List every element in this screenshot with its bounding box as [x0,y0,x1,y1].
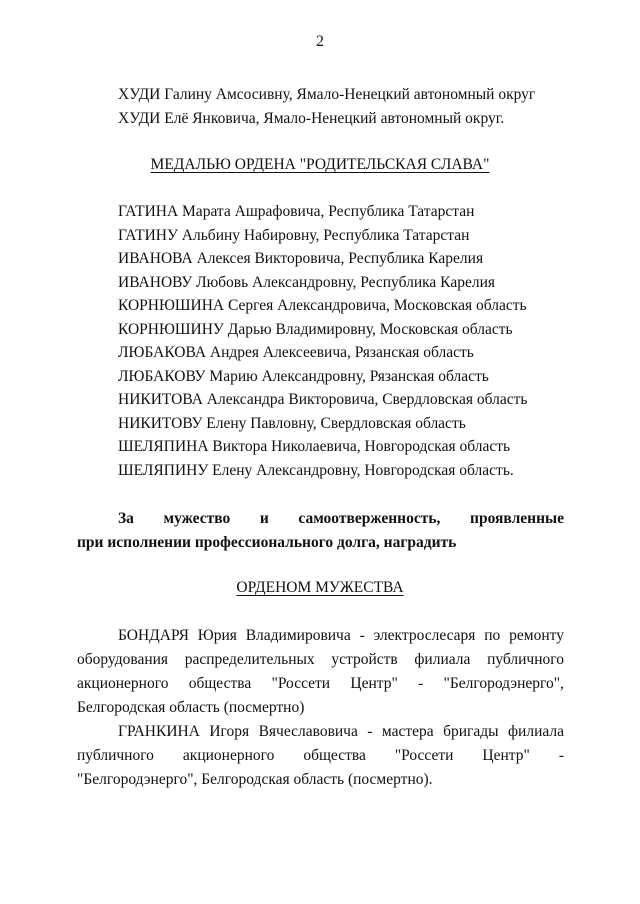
word: устройств [331,651,398,668]
word: "Россети [271,675,331,692]
word: - [367,723,373,740]
word: - [558,747,564,764]
decree-intro-line-2: при исполнении профессионального долга, наградить [77,534,457,551]
award-recipient: КОРНЮШИНА Сергея Александровича, Московская область [118,297,527,314]
word: акционерного [77,675,169,692]
entry-line [77,651,564,669]
award-recipient: НИКИТОВУ Елену Павловну, Свердловская область [118,415,466,432]
entry-line: Белгородская область (посмертно) [77,699,305,716]
word: и [259,510,269,527]
word: За [118,510,134,527]
word: мужество [163,510,231,527]
word: распределительных [184,651,315,668]
award-recipient: ИВАНОВУ Любовь Александровну, Республика Карелия [118,274,495,291]
word: общества [188,675,252,692]
word: - [359,627,365,644]
word: Игоря [209,723,250,740]
word: бригады [443,723,499,740]
award-recipient: ШЕЛЯПИНА Виктора Николаевича, Новгородская область [118,438,511,455]
award-recipient: ШЕЛЯПИНУ Елену Александровну, Новгородская область. [118,462,514,479]
word: Юрия [197,627,237,644]
word: - [418,675,424,692]
award-recipient: НИКИТОВА Александра Викторовича, Свердловская область [118,391,528,408]
award-recipient: ГАТИНУ Альбину Набировну, Республика Татарстан [118,227,470,244]
word: акционерного [182,747,275,764]
word: мастера [381,723,434,740]
word: Центр" [482,747,530,764]
entry-line [118,723,564,741]
decree-intro-line-1 [118,510,564,528]
entry-line [77,747,564,765]
award-recipient: ЛЮБАКОВА Андрея Алексеевича, Рязанская область [118,344,474,361]
word: самоотверженность, [298,510,441,527]
word: оборудования [77,651,169,668]
word: "Россети [394,747,454,764]
award-recipient: ГАТИНА Марата Ашрафовича, Республика Татарстан [118,203,475,220]
section-heading-order-of-courage: ОРДЕНОМ МУЖЕСТВА [236,579,404,596]
word: БОНДАРЯ [118,627,189,644]
word: Вячеславовича [258,723,358,740]
entry-line [118,627,564,645]
entry-line: "Белгородэнерго", Белгородская область (посмертно). [77,771,433,788]
award-recipient: ЛЮБАКОВУ Марию Александровну, Рязанская область [118,368,489,385]
word: "Белгородэнерго", [443,675,564,692]
entry-line [77,675,564,693]
word: Центр" [350,675,398,692]
section-heading-parental-glory-medal: МЕДАЛЬЮ ОРДЕНА "РОДИТЕЛЬСКАЯ СЛАВА" [150,156,490,173]
word: общества [303,747,366,764]
award-recipient: ИВАНОВА Алексея Викторовича, Республика Карелия [118,250,484,267]
word: ГРАНКИНА [118,723,200,740]
word: публичного [77,747,154,764]
word: ремонту [509,627,564,644]
award-recipient: ХУДИ Галину Амсосивну, Ямало-Ненецкий автономный округ [118,86,536,103]
word: филиала [414,651,471,668]
word: электрослесаря [373,627,476,644]
word: по [484,627,501,644]
award-recipient: КОРНЮШИНУ Дарью Владимировну, Московская область [118,321,513,338]
word: Владимировича [245,627,351,644]
page-number: 2 [316,33,324,50]
word: проявленные [470,510,564,527]
award-recipient: ХУДИ Елё Янковича, Ямало-Ненецкий автономный округ. [118,110,505,127]
word: филиала [508,723,564,740]
word: публичного [487,651,564,668]
